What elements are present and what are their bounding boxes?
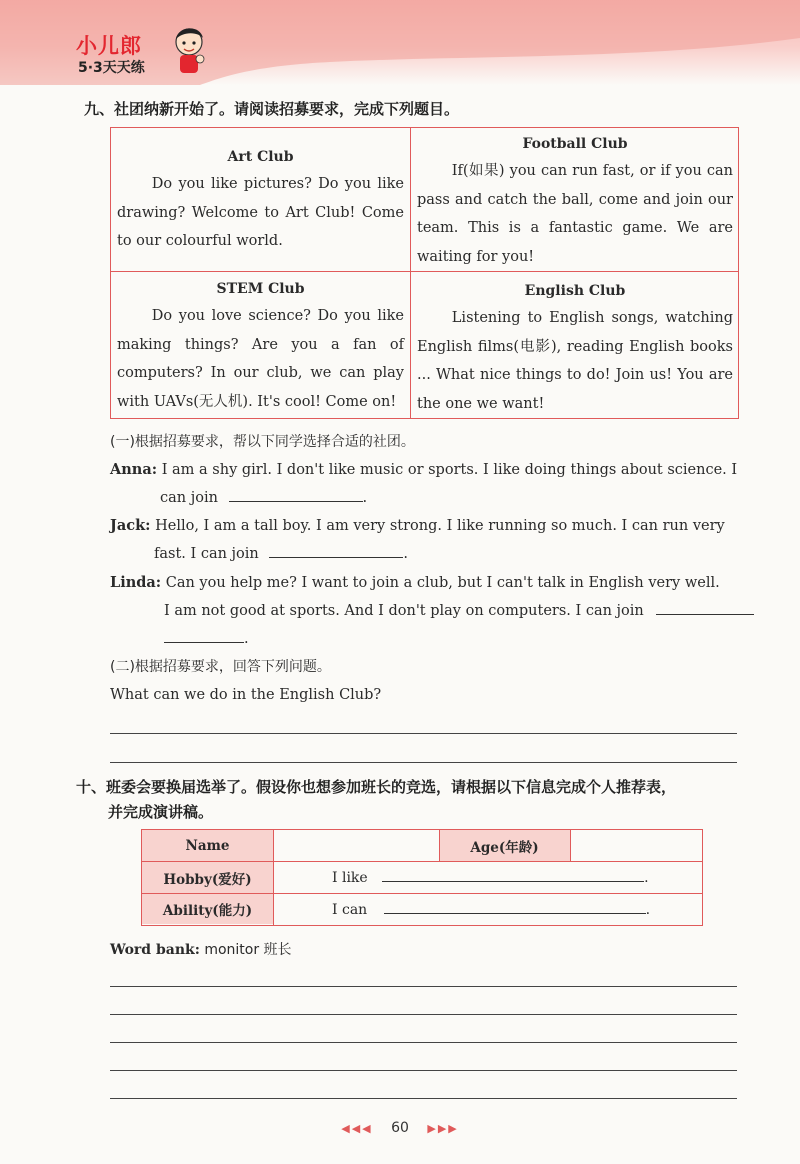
- jack-text-2: fast. I can join: [154, 546, 259, 562]
- linda-answer-line-2: [164, 625, 249, 653]
- page-number: 60: [391, 1120, 409, 1136]
- hobby-blank[interactable]: [382, 867, 644, 882]
- logo-subtitle: 5·3天天练: [78, 60, 145, 76]
- section-10-title-line-1: 十、班委会要换届选举了。假设你也想参加班长的竞选，请根据以下信息完成个人推荐表，: [76, 778, 677, 796]
- speech-line-5[interactable]: [110, 1098, 737, 1099]
- english-club-question: What can we do in the English Club?: [110, 687, 382, 703]
- section-9-title: 九、社团纳新开始了。请阅读招募要求，完成下列题目。: [84, 100, 460, 118]
- art-club-name: Art Club: [227, 149, 294, 165]
- english-club-text: Listening to English songs, watching English films(电影), reading English books ... What nice things to do! Join us! You are the one we want!: [417, 310, 733, 412]
- linda-question: [110, 569, 740, 597]
- art-club-card: [117, 144, 404, 256]
- form-col-divider: [273, 830, 274, 925]
- form-col-divider: [439, 830, 440, 861]
- stem-club-text: Do you love science? Do you like making things? Are you a fan of computers? In our club, we can play with UAVs(无人机). It's cool! Come on!: [117, 308, 404, 410]
- anna-question: [110, 456, 740, 484]
- english-club-name: English Club: [524, 283, 626, 299]
- ability-prefix: I can: [332, 902, 368, 918]
- brand-logo: [72, 30, 207, 86]
- mascot-boy-icon: [172, 22, 206, 78]
- ability-label: Ability(能力): [142, 894, 273, 924]
- linda-text-1: Can you help me? I want to join a club, but I can't talk in English very well.: [165, 575, 720, 591]
- table-divider-horizontal: [111, 271, 738, 272]
- football-club-name: Football Club: [522, 136, 628, 152]
- form-row-divider: [142, 861, 702, 862]
- age-label: Age(年龄): [439, 830, 570, 861]
- jack-question: [110, 512, 740, 540]
- hobby-prefix: I like: [332, 870, 368, 886]
- speech-line-2[interactable]: [110, 1014, 737, 1015]
- linda-answer-blank-2[interactable]: [164, 628, 244, 643]
- name-label: Name: [142, 830, 273, 861]
- linda-answer-line: [164, 597, 754, 625]
- stem-club-name: STEM Club: [216, 281, 305, 297]
- art-club-text: Do you like pictures? Do you like drawing? Welcome to Art Club! Come to our colourful world.: [117, 176, 404, 249]
- anna-text-1: I am a shy girl. I don't like music or sports. I like doing things about science. I: [161, 462, 738, 478]
- english-club-card: [417, 278, 733, 418]
- part-2-instruction: (二)根据招募要求，回答下列问题。: [110, 659, 331, 675]
- page-footer: [0, 1120, 800, 1136]
- table-divider-vertical: [410, 128, 411, 418]
- club-recruitment-table: [110, 127, 739, 419]
- prev-arrows-icon: ◀◀◀: [341, 1122, 373, 1135]
- linda-period: .: [244, 631, 249, 647]
- answer-line-1[interactable]: [110, 733, 737, 734]
- hobby-period: .: [644, 870, 649, 886]
- section-10-title-line-2: 并完成演讲稿。: [108, 803, 214, 821]
- ability-period: .: [645, 902, 651, 918]
- anna-text-2: can join: [160, 490, 218, 506]
- form-row-divider: [142, 893, 702, 894]
- anna-period: .: [362, 490, 368, 506]
- part-1-instruction: (一)根据招募要求，帮以下同学选择合适的社团。: [110, 434, 415, 450]
- word-bank: [110, 936, 292, 964]
- recommendation-form: [141, 829, 703, 926]
- jack-answer-blank[interactable]: [269, 543, 403, 558]
- jack-name: Jack:: [110, 517, 151, 534]
- ability-blank[interactable]: [384, 899, 646, 914]
- anna-answer-line: [160, 484, 367, 512]
- word-bank-label: Word bank:: [110, 942, 200, 958]
- stem-club-card: [117, 276, 404, 416]
- anna-answer-blank[interactable]: [229, 487, 363, 502]
- football-club-card: [417, 131, 733, 271]
- answer-line-2[interactable]: [110, 762, 737, 763]
- name-field[interactable]: [275, 831, 438, 860]
- logo-title: 小儿郎: [76, 34, 142, 58]
- ability-field[interactable]: [332, 896, 650, 924]
- age-field[interactable]: [572, 831, 700, 860]
- hobby-field[interactable]: [332, 864, 649, 892]
- speech-line-3[interactable]: [110, 1042, 737, 1043]
- jack-text-1: Hello, I am a tall boy. I am very strong. I like running so much. I can run very: [155, 518, 725, 534]
- linda-answer-blank-1[interactable]: [656, 600, 754, 615]
- next-arrows-icon: ▶▶▶: [427, 1122, 459, 1135]
- form-col-divider: [570, 830, 571, 861]
- linda-name: Linda:: [110, 574, 162, 591]
- football-club-text: If(如果) you can run fast, or if you can pass and catch the ball, come and join our team. This is a fantastic game. We are waiting for you!: [417, 163, 733, 265]
- speech-line-1[interactable]: [110, 986, 737, 987]
- linda-text-2: I am not good at sports. And I don't play on computers. I can join: [164, 603, 644, 619]
- word-bank-text: monitor 班长: [204, 942, 292, 958]
- speech-line-4[interactable]: [110, 1070, 737, 1071]
- jack-answer-line: [154, 540, 408, 568]
- hobby-label: Hobby(爱好): [142, 862, 273, 893]
- jack-period: .: [403, 546, 408, 562]
- anna-name: Anna:: [110, 461, 158, 478]
